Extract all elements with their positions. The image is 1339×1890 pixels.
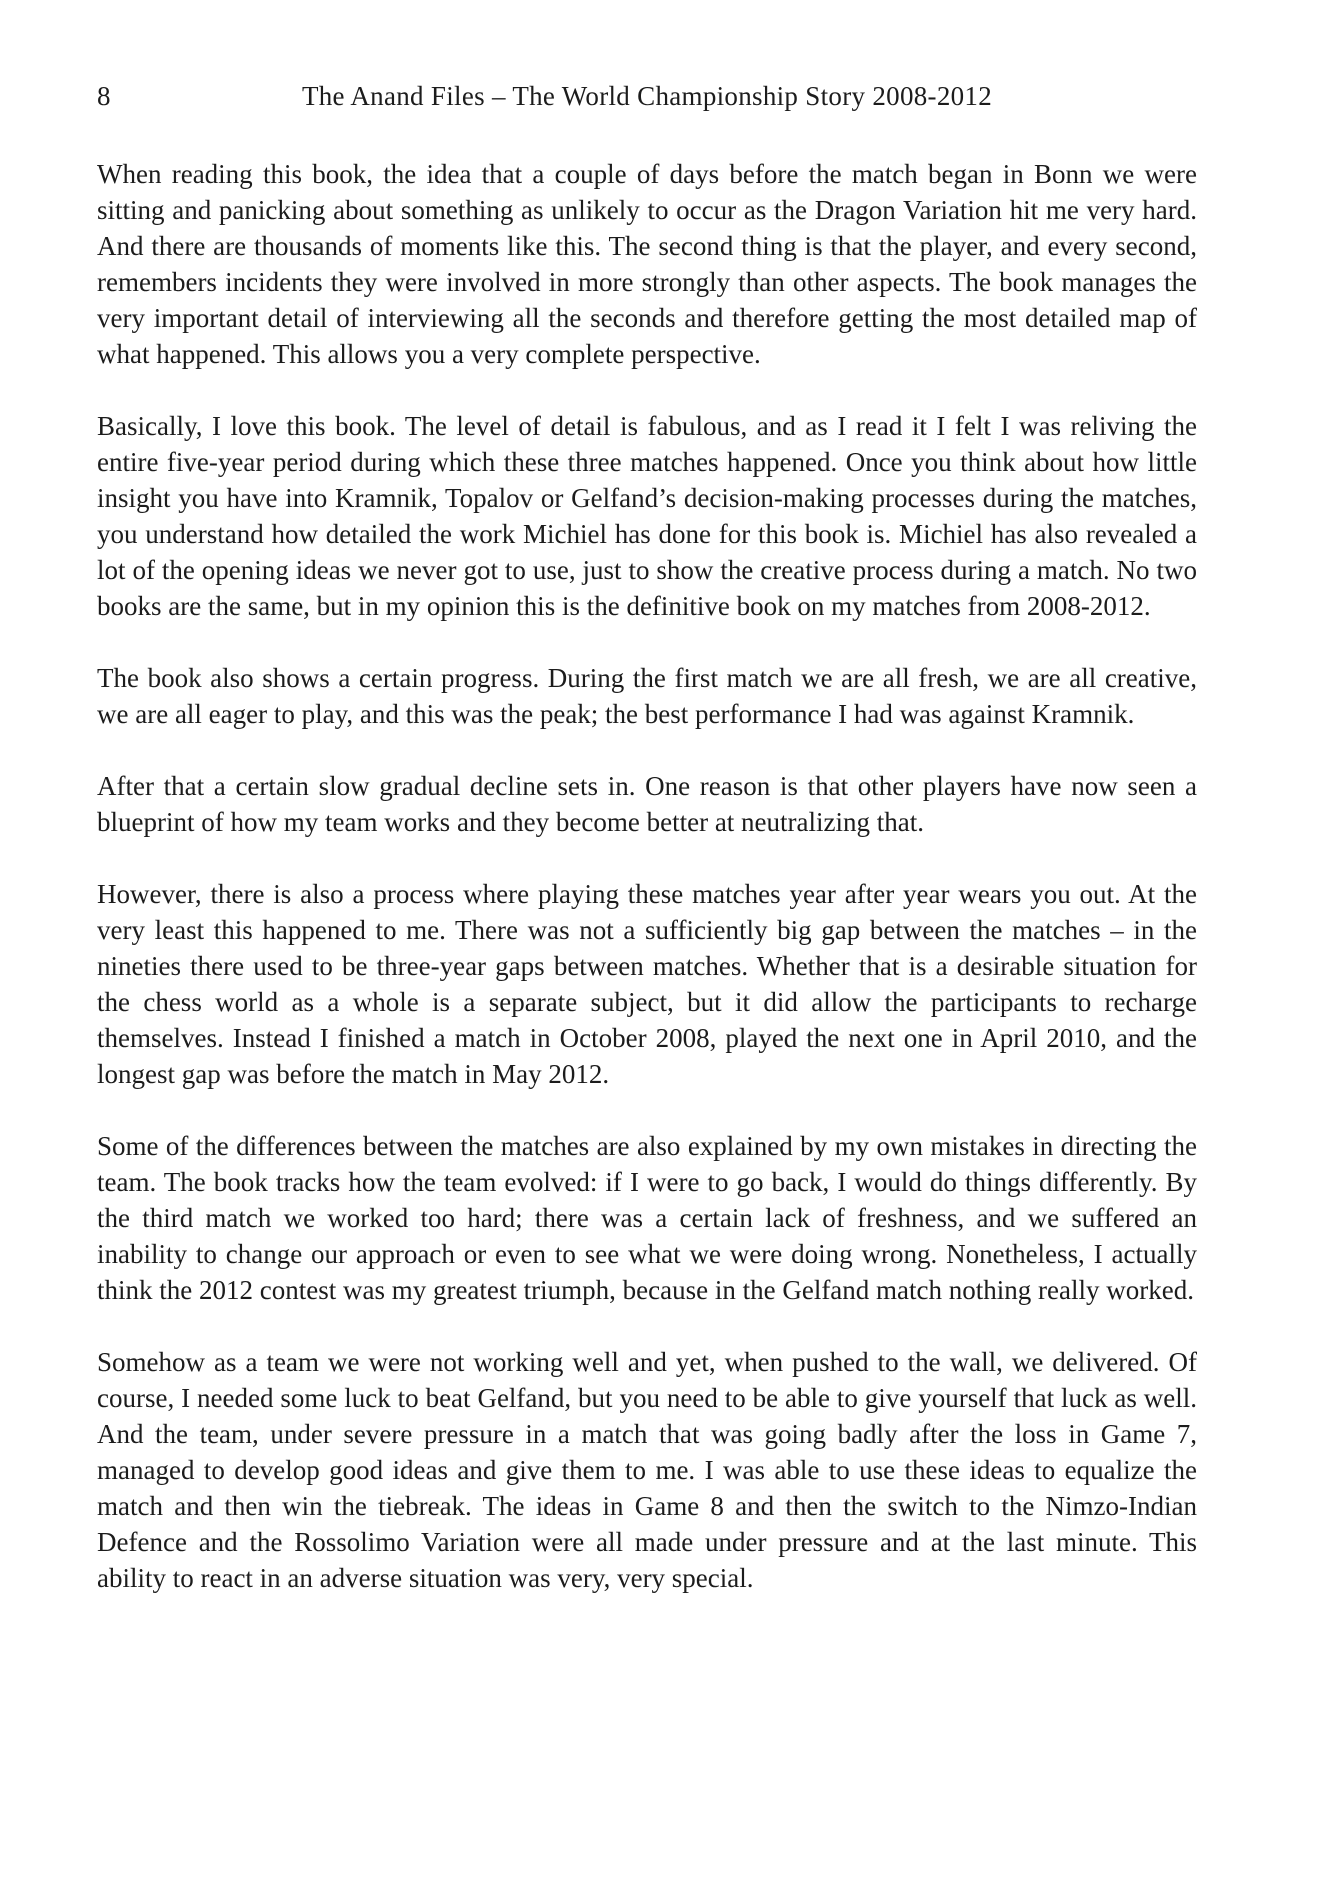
paragraph: Somehow as a team we were not working well and yet, when pushed to the wall, we delivered. Of course, I needed some luck to beat Gelfand, but you need to be able to give yourself that luck as well. And the team, under severe pressure in a match that was going badly after the loss in Game 7, managed to develop good ideas and give them to me. I was able to use these ideas to equalize the match and then win the tiebreak. The ideas in Game 8 and then the switch to the Nimzo-Indian Defence and the Rossolimo Variation were all made under pressure and at the last minute. This ability to react in an adverse situation was very, very special. [97,1347,1197,1593]
paragraph: After that a certain slow gradual decline sets in. One reason is that other players have now seen a blueprint of how my team works and they become better at neutralizing that. [97,771,1197,837]
page-number: 8 [97,81,111,111]
paragraph: Basically, I love this book. The level of detail is fabulous, and as I read it I felt I was reliving the entire five-year period during which these three matches happened. Once you think about how little insight you have into Kramnik, Topalov or Gelfand’s decision-making processes during the matches, you understand how detailed the work Michiel has done for this book is. Michiel has also revealed a lot of the opening ideas we never got to use, just to show the creative process during a match. No two books are the same, but in my opinion this is the definitive book on my matches from 2008-2012. [97,411,1197,621]
running-title: The Anand Files – The World Championship Story 2008-2012 [301,81,993,111]
paragraph: Some of the differences between the matches are also explained by my own mistakes in directing the team. The book tracks how the team evolved: if I were to go back, I would do things differently. By the third match we worked too hard; there was a certain lack of freshness, and we suffered an inability to change our approach or even to see what we were doing wrong. Nonetheless, I actually think the 2012 contest was my greatest triumph, because in the Gelfand match nothing really worked. [97,1131,1197,1305]
paragraph: The book also shows a certain progress. During the first match we are all fresh, we are all creative, we are all eager to play, and this was the peak; the best performance I had was against Kramnik. [97,663,1197,729]
paragraph: When reading this book, the idea that a couple of days before the match began in Bonn we were sitting and panicking about something as unlikely to occur as the Dragon Variation hit me very hard. And there are thousands of moments like this. The second thing is that the player, and every second, remembers incidents they were involved in more strongly than other aspects. The book manages the very important detail of interviewing all the seconds and therefore getting the most detailed map of what happened. This allows you a very complete perspective. [97,159,1197,369]
page-header [97,78,1197,114]
page-body [97,156,1197,1632]
paragraph: However, there is also a process where playing these matches year after year wears you out. At the very least this happened to me. There was not a sufficiently big gap between the matches – in the nineties there used to be three-year gaps between matches. Whether that is a desirable situation for the chess world as a whole is a separate subject, but it did allow the participants to recharge themselves. Instead I finished a match in October 2008, played the next one in April 2010, and the longest gap was before the match in May 2012. [97,879,1197,1089]
